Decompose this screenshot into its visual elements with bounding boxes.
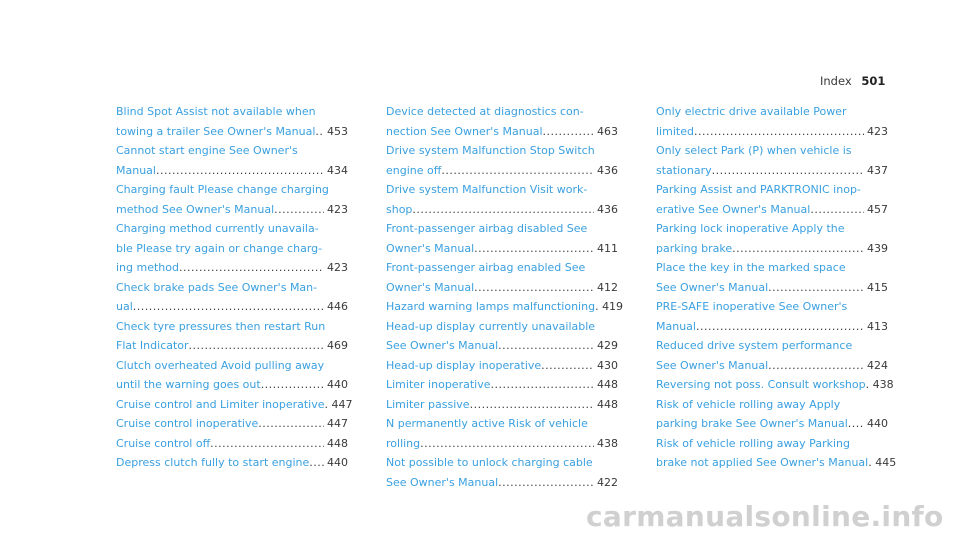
index-entry-text[interactable]: shop xyxy=(386,202,413,216)
dot-leader xyxy=(470,395,594,415)
index-entry-text[interactable]: ing method xyxy=(116,261,179,274)
index-entry[interactable] xyxy=(116,219,348,278)
index-entry[interactable] xyxy=(656,297,888,336)
dot-leader xyxy=(325,395,329,415)
index-entry[interactable] xyxy=(386,102,618,141)
index-entry-line xyxy=(656,239,888,259)
index-entry-page[interactable]: 429 xyxy=(597,339,618,352)
index-entry-line xyxy=(116,336,348,356)
dot-leader xyxy=(595,297,599,317)
index-entry-text[interactable]: Not possible to unlock charging cable xyxy=(386,456,593,469)
index-entry[interactable] xyxy=(656,375,894,395)
dot-leader xyxy=(156,161,324,181)
index-entry-page[interactable]: 423 xyxy=(327,261,348,274)
index-entry-page[interactable]: 436 xyxy=(597,163,618,177)
index-entry-line xyxy=(386,180,618,200)
dot-leader xyxy=(810,200,864,220)
index-entry-text[interactable]: Check brake pads See Owner's Man- xyxy=(116,280,318,294)
index-entry-text[interactable]: erative See Owner's Manual xyxy=(656,202,811,216)
index-entry-line xyxy=(386,297,624,317)
index-entry[interactable] xyxy=(116,278,348,317)
index-entry-text[interactable]: Only electric drive available Power xyxy=(656,105,847,118)
index-entry-page[interactable]: 438 xyxy=(597,436,618,450)
index-entry-line xyxy=(656,258,888,278)
index-entry-text[interactable]: Owner's Manual xyxy=(386,280,475,294)
index-entry-page[interactable]: 412 xyxy=(597,280,618,294)
index-entry[interactable] xyxy=(116,434,348,454)
index-entry[interactable] xyxy=(116,102,348,141)
index-entry-page[interactable]: 446 xyxy=(327,300,348,313)
index-entry-line xyxy=(116,414,348,434)
index-entry-text[interactable]: Manual xyxy=(656,319,696,333)
index-entry-text[interactable]: Parking Assist and PARKTRONIC inop- xyxy=(656,183,861,196)
index-entry-line xyxy=(386,219,618,239)
index-entry-line xyxy=(386,102,618,122)
index-entry-text[interactable]: Depress clutch fully to start engine xyxy=(116,456,310,469)
index-entry-page[interactable]: 411 xyxy=(597,241,618,255)
index-entry-page[interactable]: 448 xyxy=(597,397,618,411)
index-entry-text[interactable]: Risk of vehicle rolling away Parking xyxy=(656,436,850,450)
index-entry-line xyxy=(656,200,888,220)
dot-leader xyxy=(258,414,324,434)
index-entry-text[interactable]: Cruise control off xyxy=(116,436,211,450)
index-entry-text[interactable]: ual xyxy=(116,300,133,313)
index-entry[interactable] xyxy=(386,375,618,395)
index-entry-line xyxy=(116,375,348,395)
index-entry-line xyxy=(386,375,618,395)
index-entry-page[interactable]: 438 xyxy=(872,378,894,391)
index-entry-text[interactable]: Parking lock inoperative Apply the xyxy=(656,222,845,235)
index-entry-line xyxy=(116,141,348,161)
index-entry-line xyxy=(656,395,888,415)
index-entry[interactable] xyxy=(116,180,348,219)
index-entry-text[interactable]: Cannot start engine See Owner's xyxy=(116,144,298,157)
index-entry-line xyxy=(116,317,348,337)
index-entry-text[interactable]: Reduced drive system performance xyxy=(656,339,853,352)
index-entry-text[interactable]: Charging fault Please change charging xyxy=(116,183,329,196)
dot-leader xyxy=(541,356,594,376)
index-entry-line xyxy=(386,239,618,259)
index-entry-page[interactable]: 413 xyxy=(867,319,888,333)
index-entry-line xyxy=(656,141,888,161)
index-entry-text[interactable]: Flat Indicator xyxy=(116,339,189,352)
index-entry-page[interactable]: 415 xyxy=(867,280,888,294)
dot-leader xyxy=(694,122,864,142)
index-entry-page[interactable]: 423 xyxy=(327,202,348,216)
dot-leader xyxy=(768,278,864,298)
index-entry-line xyxy=(656,356,888,376)
index-entry-page[interactable]: 430 xyxy=(597,358,618,372)
dot-leader xyxy=(179,258,324,278)
index-entry-line xyxy=(656,317,888,337)
index-entry-page[interactable]: 419 xyxy=(602,300,624,313)
index-entry-line xyxy=(656,219,888,239)
index-entry-line xyxy=(116,200,348,220)
index-entry[interactable] xyxy=(116,317,348,356)
index-entry-line xyxy=(116,278,348,298)
index-entry[interactable] xyxy=(656,180,888,219)
index-entry-text[interactable]: Only select Park (P) when vehicle is xyxy=(656,144,852,157)
index-entry[interactable] xyxy=(656,141,888,180)
index-entry-text[interactable]: nection See Owner's Manual xyxy=(386,124,543,138)
index-entry-line xyxy=(116,258,348,278)
dot-leader xyxy=(696,317,864,337)
index-entry-page[interactable]: 448 xyxy=(327,436,348,450)
index-entry-page[interactable]: 445 xyxy=(875,456,897,469)
index-entry-text[interactable]: See Owner's Manual xyxy=(656,358,769,372)
dot-leader xyxy=(768,356,864,376)
index-entry-page[interactable]: 447 xyxy=(331,397,353,411)
index-entry-text[interactable]: Owner's Manual xyxy=(386,241,475,255)
index-entry-text[interactable]: method See Owner's Manual xyxy=(116,202,275,216)
index-entry-text[interactable]: Head-up display currently unavailable xyxy=(386,319,596,333)
dot-leader xyxy=(420,434,594,454)
index-entry-page[interactable]: 440 xyxy=(327,456,348,469)
index-entry[interactable] xyxy=(656,102,888,141)
index-entry[interactable] xyxy=(386,356,618,376)
index-entry-page[interactable]: 463 xyxy=(597,124,618,138)
dot-leader xyxy=(490,375,594,395)
dot-leader xyxy=(309,453,324,473)
dot-leader xyxy=(474,239,594,259)
index-entry-text[interactable]: Cruise control and Limiter inoperative xyxy=(116,397,325,411)
index-entry-line xyxy=(116,453,348,473)
index-entry-page[interactable]: 448 xyxy=(597,378,618,391)
index-entry-text[interactable]: PRE-SAFE inoperative See Owner's xyxy=(656,300,848,313)
dot-leader xyxy=(498,473,594,493)
index-entry-line xyxy=(116,161,348,181)
index-entry-line xyxy=(656,375,894,395)
index-entry[interactable] xyxy=(116,395,353,415)
index-entry-line xyxy=(656,161,888,181)
index-entry-text[interactable]: Clutch overheated Avoid pulling away xyxy=(116,358,325,372)
index-entry[interactable] xyxy=(116,453,348,473)
index-entry-line xyxy=(386,317,618,337)
index-entry-page[interactable]: 440 xyxy=(327,378,348,391)
index-entry-text[interactable]: Limiter passive xyxy=(386,397,470,411)
index-entry-text[interactable]: stationary xyxy=(656,163,712,177)
index-entry-line xyxy=(656,414,888,434)
index-entry-line xyxy=(656,453,897,473)
index-entry[interactable] xyxy=(116,356,348,395)
index-entry-line xyxy=(656,180,888,200)
index-entry-line xyxy=(386,453,618,473)
index-entry-line xyxy=(386,473,618,493)
index-entry-page[interactable]: 437 xyxy=(867,163,888,177)
index-entry[interactable] xyxy=(386,297,624,317)
index-column-2 xyxy=(386,102,624,492)
dot-leader xyxy=(848,414,864,434)
index-entry[interactable] xyxy=(386,180,618,219)
index-label: Index xyxy=(820,74,852,88)
index-column-1 xyxy=(116,102,353,473)
dot-leader xyxy=(866,375,870,395)
index-entry-text[interactable]: Device detected at diagnostics con- xyxy=(386,105,584,118)
index-entry-text[interactable]: limited xyxy=(656,124,694,138)
dot-leader xyxy=(441,161,594,181)
index-entry-line xyxy=(116,219,348,239)
index-entry-line xyxy=(116,180,348,200)
dot-leader xyxy=(261,375,324,395)
index-entry-text[interactable]: N permanently active Risk of vehicle xyxy=(386,417,588,430)
index-entry-line xyxy=(386,336,618,356)
dot-leader xyxy=(732,239,864,259)
index-entry-text[interactable]: Front-passenger airbag enabled See xyxy=(386,261,586,274)
index-entry[interactable] xyxy=(386,395,618,415)
index-entry[interactable] xyxy=(386,258,618,297)
index-entry-text[interactable]: towing a trailer See Owner's Manual xyxy=(116,124,316,138)
index-entry-text[interactable]: rolling xyxy=(386,436,421,450)
index-entry-page[interactable]: 439 xyxy=(867,241,888,255)
index-entry-page[interactable]: 440 xyxy=(867,417,888,430)
index-entry-text[interactable]: Limiter inoperative xyxy=(386,378,491,391)
index-entry[interactable] xyxy=(656,395,888,434)
index-entry-line xyxy=(386,258,618,278)
index-entry-line xyxy=(656,297,888,317)
index-entry-text[interactable]: parking brake xyxy=(656,241,733,255)
index-entry-line xyxy=(116,297,348,317)
index-entry-text[interactable]: Reversing not poss. Consult workshop xyxy=(656,378,866,391)
index-entry-page[interactable]: 424 xyxy=(867,358,888,372)
dot-leader xyxy=(712,161,864,181)
index-entry-line xyxy=(656,336,888,356)
index-entry-line xyxy=(656,434,888,454)
index-entry[interactable] xyxy=(386,453,618,492)
index-entry-line xyxy=(656,278,888,298)
page-number: 501 xyxy=(861,74,886,88)
index-entry[interactable] xyxy=(386,141,618,180)
index-entry[interactable] xyxy=(656,434,897,473)
dot-leader xyxy=(868,453,872,473)
index-entry-text[interactable]: Cruise control inoperative xyxy=(116,417,259,430)
dot-leader xyxy=(274,200,324,220)
index-entry-text[interactable]: Hazard warning lamps malfunctioning xyxy=(386,300,596,313)
index-entry-text[interactable]: Front-passenger airbag disabled See xyxy=(386,222,588,235)
index-entry-text[interactable]: Manual xyxy=(116,163,156,177)
index-entry[interactable] xyxy=(656,336,888,375)
index-entry-text[interactable]: engine off xyxy=(386,163,442,177)
index-entry-text[interactable]: See Owner's Manual xyxy=(656,280,769,294)
index-entry-text[interactable]: Drive system Malfunction Visit work- xyxy=(386,183,588,196)
index-entry[interactable] xyxy=(656,258,888,297)
dot-leader xyxy=(412,200,594,220)
index-entry-line xyxy=(656,122,888,142)
index-entry-page[interactable]: 469 xyxy=(327,339,348,352)
dot-leader xyxy=(543,122,594,142)
index-entry-page[interactable]: 422 xyxy=(597,475,618,489)
dot-leader xyxy=(189,336,324,356)
index-entry-line xyxy=(386,200,618,220)
index-entry[interactable] xyxy=(116,414,348,434)
index-entry-line xyxy=(386,122,618,142)
dot-leader xyxy=(210,434,324,454)
index-entry[interactable] xyxy=(386,414,618,453)
index-entry-text[interactable]: Drive system Malfunction Stop Switch xyxy=(386,144,595,157)
index-entry-text[interactable]: Head-up display inoperative xyxy=(386,358,542,372)
page-header xyxy=(820,74,940,90)
dot-leader xyxy=(474,278,594,298)
index-entry-text[interactable]: parking brake See Owner's Manual xyxy=(656,417,848,430)
index-entry-line xyxy=(386,356,618,376)
index-entry-line xyxy=(386,141,618,161)
index-entry-text[interactable]: Place the key in the marked space xyxy=(656,261,846,274)
index-column-3 xyxy=(656,102,897,473)
index-entry-line xyxy=(386,395,618,415)
index-entry-line xyxy=(116,122,348,142)
dot-leader xyxy=(133,297,324,317)
index-entry-line xyxy=(116,102,348,122)
dot-leader xyxy=(315,122,324,142)
index-entry-page[interactable]: 447 xyxy=(327,417,348,430)
index-entry-page[interactable]: 453 xyxy=(327,124,348,138)
index-entry[interactable] xyxy=(116,141,348,180)
index-entry-page[interactable]: 436 xyxy=(597,202,618,216)
index-entry-line xyxy=(116,395,353,415)
index-entry-text[interactable]: Blind Spot Assist not available when xyxy=(116,105,316,118)
index-entry-page[interactable]: 434 xyxy=(327,163,348,177)
index-entry-page[interactable]: 457 xyxy=(867,202,888,216)
index-entry-line xyxy=(386,161,618,181)
index-entry[interactable] xyxy=(386,317,618,356)
watermark: carmanualsonline.info xyxy=(586,500,944,533)
dot-leader xyxy=(498,336,594,356)
index-entry-text[interactable]: brake not applied See Owner's Manual xyxy=(656,456,869,469)
index-entry-text[interactable]: Check tyre pressures then restart Run xyxy=(116,319,326,333)
index-entry-text[interactable]: Charging method currently unavaila- xyxy=(116,222,319,235)
index-entry-text[interactable]: ble Please try again or change charg- xyxy=(116,241,323,255)
index-entry-line xyxy=(386,434,618,454)
index-entry-text[interactable]: See Owner's Manual xyxy=(386,475,499,489)
index-entry[interactable] xyxy=(386,219,618,258)
index-entry-line xyxy=(656,102,888,122)
index-entry-line xyxy=(116,434,348,454)
index-entry-line xyxy=(386,278,618,298)
index-entry-text[interactable]: until the warning goes out xyxy=(116,378,261,391)
index-entry-text[interactable]: Risk of vehicle rolling away Apply xyxy=(656,397,841,411)
index-entry-page[interactable]: 423 xyxy=(867,124,888,138)
index-entry[interactable] xyxy=(656,219,888,258)
index-entry-text[interactable]: See Owner's Manual xyxy=(386,339,499,352)
index-entry-line xyxy=(116,356,348,376)
index-entry-line xyxy=(116,239,348,259)
index-entry-line xyxy=(386,414,618,434)
